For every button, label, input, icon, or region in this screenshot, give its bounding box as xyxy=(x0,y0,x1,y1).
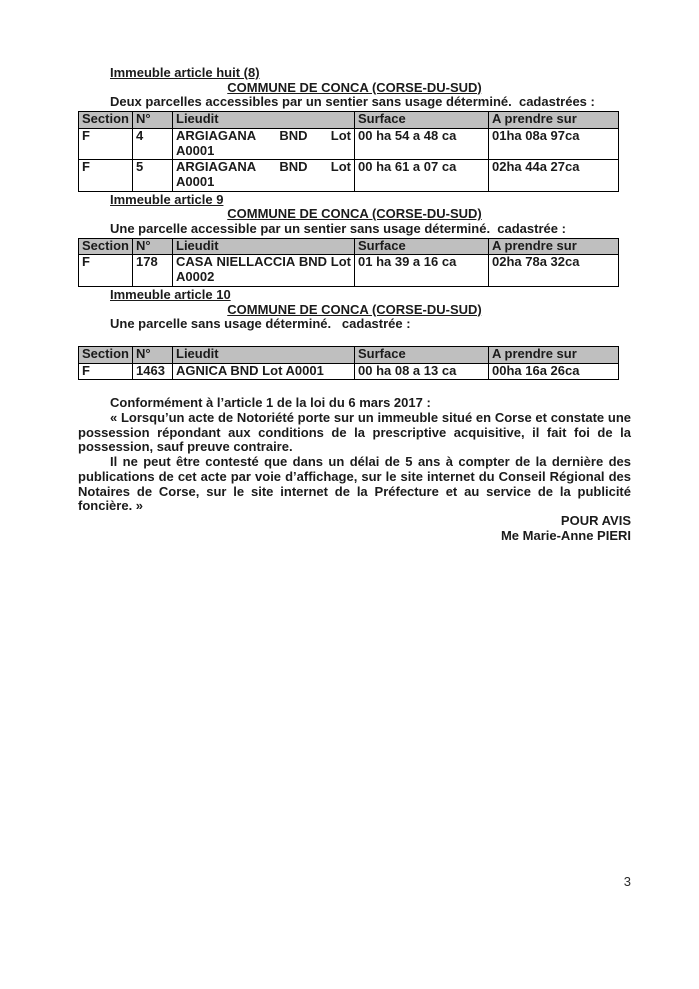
parcelles-table-article-10 xyxy=(78,346,619,380)
signature-block xyxy=(78,514,631,543)
section-heading xyxy=(110,288,631,303)
notary-name: Me Marie-Anne PIERI xyxy=(500,527,631,543)
cell-lieudit xyxy=(173,363,355,380)
section-heading xyxy=(110,66,631,81)
col-header-num: N° xyxy=(133,112,173,129)
cell-a-prendre-sur: 02ha 44a 27ca xyxy=(489,160,619,191)
cell-surface: 00 ha 08 a 13 ca xyxy=(355,363,489,380)
commune-heading-text: COMMUNE DE CONCA (CORSE-DU-SUD) xyxy=(227,206,482,222)
table-header-row xyxy=(79,238,619,255)
lieudit-line: A0001 xyxy=(176,142,215,158)
cell-num: 4 xyxy=(133,128,173,159)
table-row xyxy=(79,363,619,380)
col-header-section: Section xyxy=(79,238,133,255)
cell-surface: 00 ha 61 a 07 ca xyxy=(355,160,489,191)
cell-a-prendre-sur: 01ha 08a 97ca xyxy=(489,128,619,159)
commune-heading xyxy=(78,303,631,318)
cell-section: F xyxy=(79,160,133,191)
commune-heading-text: COMMUNE DE CONCA (CORSE-DU-SUD) xyxy=(227,79,482,95)
table-header-row xyxy=(79,112,619,129)
parcelles-table-article-9 xyxy=(78,238,619,287)
section-heading-text: Immeuble article 10 xyxy=(110,286,231,302)
lieudit-line: ARGIAGANA BND Lot xyxy=(176,128,351,143)
cell-section: F xyxy=(79,255,133,286)
legal-text-block xyxy=(78,396,631,514)
table-header-row xyxy=(79,346,619,363)
section-intro: Une parcelle sans usage déterminé. cadastrée : xyxy=(110,316,411,332)
col-header-a-prendre-sur: A prendre sur xyxy=(489,238,619,255)
table-row xyxy=(79,128,619,159)
col-header-num: N° xyxy=(133,346,173,363)
pour-avis-label: POUR AVIS xyxy=(560,512,631,528)
commune-heading xyxy=(78,81,631,96)
document-page xyxy=(78,0,631,890)
lieudit-line: ARGIAGANA BND Lot xyxy=(176,159,351,175)
commune-heading xyxy=(78,207,631,222)
section-article-9 xyxy=(78,193,631,287)
col-header-section: Section xyxy=(79,346,133,363)
cell-surface: 01 ha 39 a 16 ca xyxy=(355,255,489,286)
cell-a-prendre-sur: 02ha 78a 32ca xyxy=(489,255,619,286)
table-row xyxy=(79,255,619,286)
lieudit-line: A0002 xyxy=(176,269,215,285)
commune-heading-text: COMMUNE DE CONCA (CORSE-DU-SUD) xyxy=(227,301,482,317)
page-number: 3 xyxy=(623,874,631,890)
cell-lieudit xyxy=(173,128,355,159)
section-heading xyxy=(110,193,631,208)
legal-paragraph: Il ne peut être contesté que dans un délai de 5 ans à compter de la dernière des publications de cet acte par voie d’affichage, sur le site internet du Conseil Régional des Notaires de Corse, sur le site internet de la Préfecture et au service de la publicité foncière. » xyxy=(78,454,631,514)
legal-intro: Conformément à l’article 1 de la loi du 6 mars 2017 : xyxy=(110,395,431,411)
col-header-a-prendre-sur: A prendre sur xyxy=(489,346,619,363)
parcelles-table-article-8 xyxy=(78,111,619,192)
section-intro: Deux parcelles accessibles par un sentier sans usage déterminé. cadastrées : xyxy=(110,94,595,110)
col-header-num: N° xyxy=(133,238,173,255)
cell-surface: 00 ha 54 a 48 ca xyxy=(355,128,489,159)
lieudit-line: CASA NIELLACCIA BND Lot xyxy=(176,254,351,270)
section-article-10 xyxy=(78,288,631,381)
cell-num: 5 xyxy=(133,160,173,191)
lieudit-line: AGNICA BND Lot A0001 xyxy=(176,363,324,378)
col-header-lieudit: Lieudit xyxy=(173,238,355,255)
table-row xyxy=(79,160,619,191)
col-header-surface: Surface xyxy=(355,112,489,129)
cell-lieudit xyxy=(173,255,355,286)
section-heading-text: Immeuble article 9 xyxy=(110,191,224,207)
section-intro: Une parcelle accessible par un sentier sans usage déterminé. cadastrée : xyxy=(110,221,566,237)
col-header-surface: Surface xyxy=(355,238,489,255)
cell-lieudit xyxy=(173,160,355,191)
section-heading-text: Immeuble article huit (8) xyxy=(110,65,260,80)
col-header-lieudit: Lieudit xyxy=(173,346,355,363)
cell-section: F xyxy=(79,128,133,159)
col-header-surface: Surface xyxy=(355,346,489,363)
legal-paragraph: « Lorsqu’un acte de Notoriété porte sur un immeuble situé en Corse et constate une possession répondant aux conditions de la prescriptive acquisitive, il fait foi de la possession, sauf preuve contraire. xyxy=(78,410,631,455)
col-header-section: Section xyxy=(79,112,133,129)
section-article-8 xyxy=(78,66,631,192)
cell-num: 178 xyxy=(133,255,173,286)
col-header-a-prendre-sur: A prendre sur xyxy=(489,112,619,129)
cell-a-prendre-sur: 00ha 16a 26ca xyxy=(489,363,619,380)
cell-num: 1463 xyxy=(133,363,173,380)
lieudit-line: A0001 xyxy=(176,173,215,189)
cell-section: F xyxy=(79,363,133,380)
col-header-lieudit: Lieudit xyxy=(173,112,355,129)
